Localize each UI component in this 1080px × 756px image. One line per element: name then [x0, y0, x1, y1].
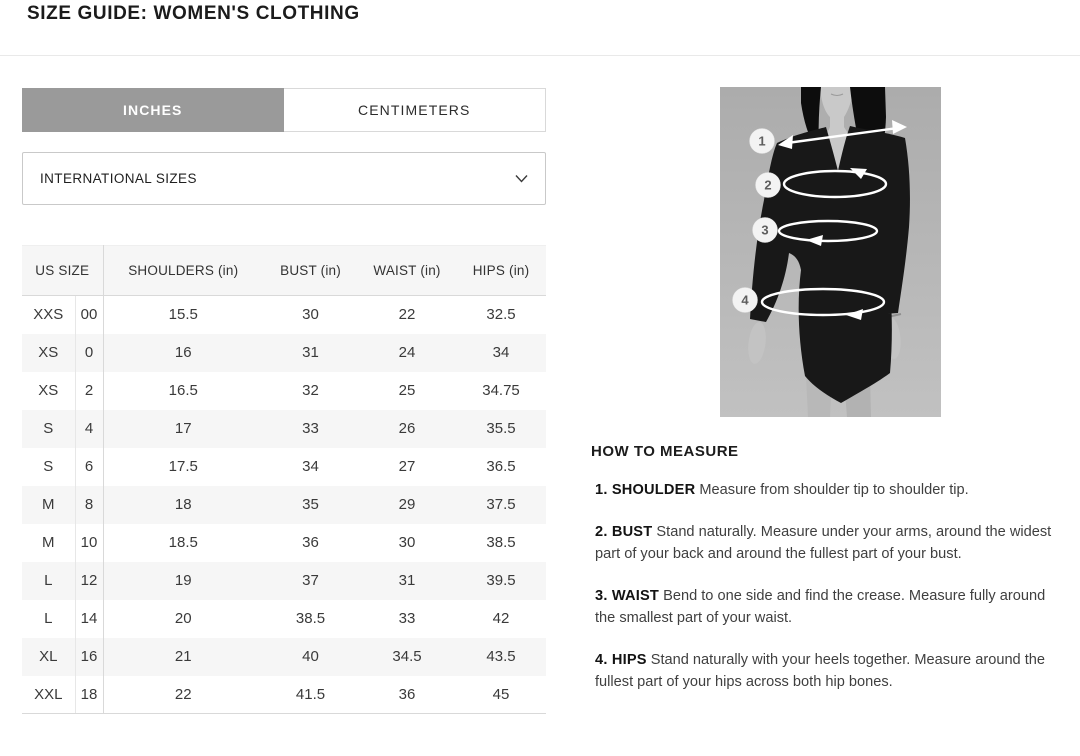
- us-size-label: XS: [22, 334, 75, 372]
- shoulders-value: 20: [174, 610, 192, 627]
- international-sizes-select[interactable]: [22, 152, 546, 205]
- us-size-number: 18: [75, 676, 103, 714]
- table-row: [22, 334, 546, 372]
- bust-value: 37: [302, 572, 319, 589]
- us-size-number: 0: [75, 334, 103, 372]
- bust-value: 36: [302, 534, 319, 551]
- hips-value: 39.5: [486, 572, 516, 589]
- size-table: [22, 245, 546, 714]
- measure-step: 2. BUST Stand naturally. Measure under your arms, around the widest part of your back and around the fullest part of your bust.: [595, 523, 1052, 562]
- shoulders-value: 17: [174, 420, 192, 437]
- column-header: WAIST (in): [358, 246, 456, 296]
- hips-value: 35.5: [486, 420, 516, 437]
- hips-value: 42: [492, 610, 510, 627]
- column-header: HIPS (in): [456, 246, 546, 296]
- table-row: [22, 372, 546, 410]
- hips-value: 32.5: [486, 306, 516, 324]
- us-size-label: L: [22, 562, 75, 600]
- measurement-figure: [720, 87, 941, 417]
- shoulders-value: 21: [174, 648, 192, 665]
- shoulders-value: 18: [174, 496, 192, 513]
- hips-value: 45: [456, 676, 546, 714]
- bust-value: 34: [302, 458, 319, 475]
- bust-value: 40: [302, 648, 319, 665]
- marker-number-4: 4: [741, 292, 749, 308]
- bust-value: 38.5: [295, 610, 326, 627]
- table-row: [22, 410, 546, 448]
- bust-value: 41.5: [263, 676, 358, 714]
- table-row: [22, 638, 546, 676]
- us-size-number: 16: [75, 638, 103, 676]
- hips-value: 34: [492, 344, 510, 361]
- waist-value: 29: [398, 496, 416, 513]
- table-row: [22, 524, 546, 562]
- us-size-number: 12: [75, 562, 103, 600]
- table-row: [22, 562, 546, 600]
- shoulders-value: 16.5: [168, 382, 198, 399]
- us-size-label: M: [22, 524, 75, 562]
- hips-value: 38.5: [486, 534, 516, 551]
- size-table-body: [22, 296, 546, 714]
- measure-step: 4. HIPS Stand naturally with your heels together. Measure around the fullest part of your hips across both hip bones.: [595, 651, 1046, 690]
- waist-value: 34.5: [392, 648, 422, 665]
- tab-inches[interactable]: INCHES: [22, 88, 284, 132]
- page-title: SIZE GUIDE: WOMEN'S CLOTHING: [27, 3, 360, 24]
- shoulders-value: 22: [103, 676, 263, 714]
- waist-value: 22: [398, 306, 416, 324]
- units-tabbar: [22, 88, 546, 132]
- us-size-label: M: [22, 486, 75, 524]
- header-divider: [0, 55, 1080, 56]
- column-header: SHOULDERS (in): [103, 246, 263, 296]
- how-to-measure-title: HOW TO MEASURE: [591, 443, 739, 460]
- table-row: [22, 486, 546, 524]
- measure-step-label: 3. WAIST: [595, 587, 660, 604]
- us-size-label: XXS: [22, 296, 75, 334]
- international-sizes-label: INTERNATIONAL SIZES: [40, 171, 197, 186]
- hips-value: 34.75: [482, 382, 520, 399]
- hips-value: 43.5: [486, 648, 516, 665]
- us-size-number: 4: [75, 410, 103, 448]
- bust-value: 32: [302, 382, 319, 399]
- us-size-number: 10: [75, 524, 103, 562]
- tab-centimeters[interactable]: CENTIMETERS: [284, 88, 547, 132]
- measure-steps: [590, 479, 1064, 694]
- waist-value: 33: [398, 610, 416, 627]
- us-size-label: XS: [22, 372, 75, 410]
- us-size-number: 2: [75, 372, 103, 410]
- model-photo: [720, 87, 941, 417]
- us-size-number: 14: [75, 600, 103, 638]
- size-guide-controls: [22, 88, 546, 714]
- marker-number-3: 3: [761, 222, 769, 238]
- bust-value: 31: [302, 344, 319, 361]
- waist-value: 26: [398, 420, 416, 437]
- waist-value: 36: [358, 676, 456, 714]
- measure-step-label: 1. SHOULDER: [595, 482, 696, 498]
- us-size-number: 8: [75, 486, 103, 524]
- marker-number-2: 2: [764, 177, 772, 193]
- waist-value: 31: [398, 572, 416, 589]
- table-row: [22, 676, 546, 714]
- shoulders-value: 19: [174, 572, 192, 589]
- us-size-label: XXL: [22, 676, 75, 714]
- table-row: [22, 296, 546, 334]
- waist-value: 25: [398, 382, 416, 399]
- how-to-measure-panel: [590, 87, 1064, 694]
- waist-value: 27: [398, 458, 416, 475]
- hips-value: 37.5: [486, 496, 516, 513]
- waist-value: 30: [398, 534, 416, 551]
- measure-step-label: 4. HIPS: [595, 651, 647, 668]
- measure-step: 1. SHOULDER Measure from shoulder tip to shoulder tip.: [595, 482, 969, 498]
- measure-step: 3. WAIST Bend to one side and find the crease. Measure fully around the smallest part of your waist.: [595, 587, 1046, 626]
- bust-value: 35: [302, 496, 319, 513]
- us-size-number: 00: [75, 296, 103, 334]
- bust-value: 33: [302, 420, 319, 437]
- column-header: BUST (in): [263, 246, 358, 296]
- hips-value: 36.5: [486, 458, 516, 475]
- shoulders-value: 16: [174, 344, 192, 361]
- us-size-label: S: [22, 410, 75, 448]
- us-size-label: XL: [22, 638, 75, 676]
- waist-value: 24: [398, 344, 416, 361]
- table-row: [22, 448, 546, 486]
- column-header: US SIZE: [22, 246, 103, 296]
- us-size-label: L: [22, 600, 75, 638]
- table-row: [22, 600, 546, 638]
- us-size-label: S: [22, 448, 75, 486]
- us-size-number: 6: [75, 448, 103, 486]
- size-table-header-row: [22, 246, 546, 296]
- chevron-down-icon: [515, 174, 528, 183]
- shoulders-value: 17.5: [168, 458, 198, 475]
- marker-number-1: 1: [758, 133, 766, 149]
- measure-step-label: 2. BUST: [595, 523, 653, 540]
- shoulders-value: 15.5: [168, 306, 198, 324]
- bust-value: 30: [302, 306, 319, 324]
- shoulders-value: 18.5: [168, 534, 198, 551]
